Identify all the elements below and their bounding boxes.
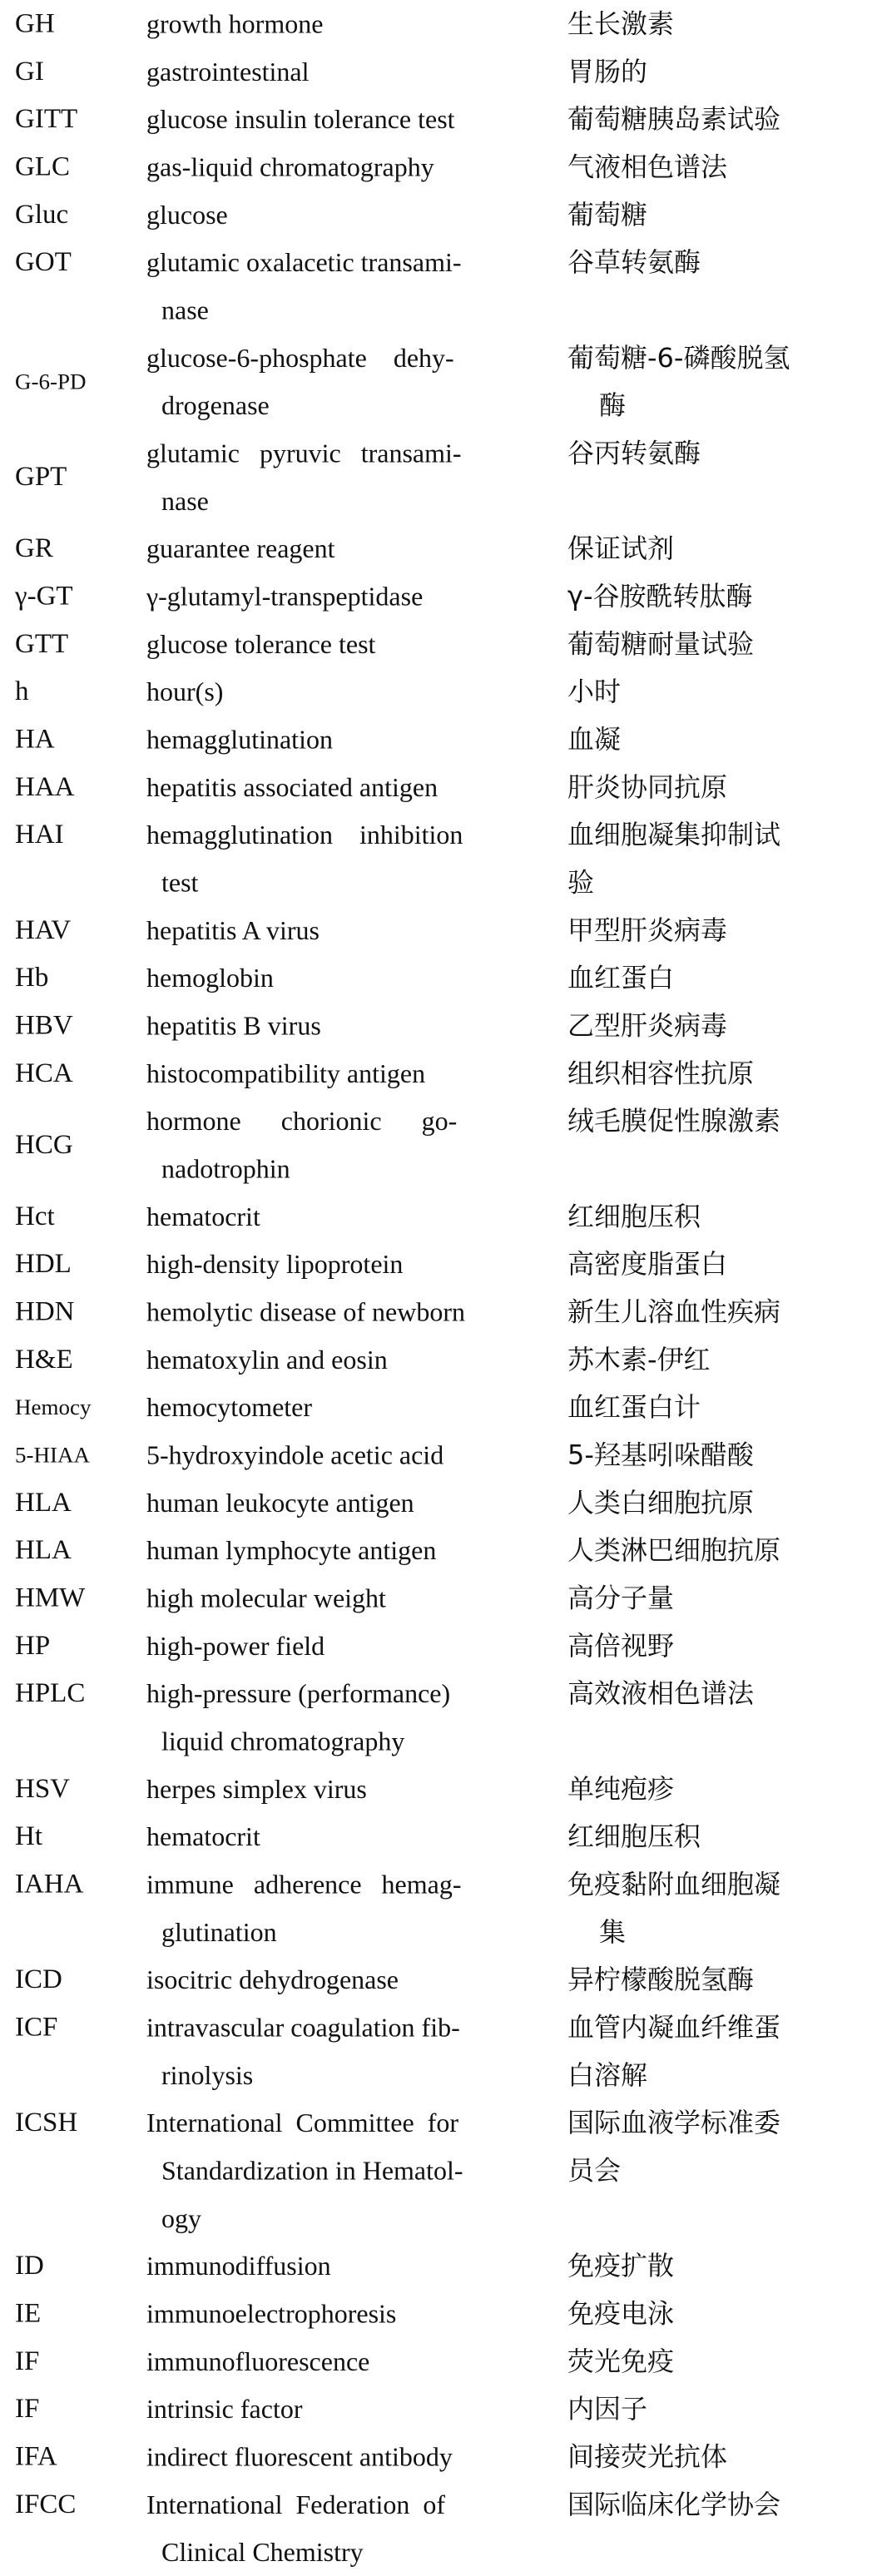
entry-chinese-term	[567, 716, 850, 763]
chinese-term-line: 谷草转氨酶	[567, 246, 701, 279]
entry-english-term	[146, 1574, 529, 1622]
entry-chinese-term	[567, 2004, 850, 2099]
entry-chinese-term	[567, 2290, 850, 2337]
chinese-term-line: 血细胞凝集抑制试	[567, 819, 781, 851]
entry-english-term	[146, 1765, 529, 1812]
chinese-term-line: 葡萄糖胰岛素试验	[567, 103, 781, 136]
glossary-entry	[0, 1431, 872, 1479]
english-term-line: high-density lipoprotein	[146, 1249, 404, 1280]
english-term-line: glutination	[161, 1917, 277, 1947]
glossary-entry	[0, 47, 872, 95]
chinese-term-line: 5-羟基吲哚醋酸	[567, 1439, 754, 1471]
entry-chinese-term	[567, 47, 850, 95]
chinese-term-line: 胃肠的	[567, 56, 648, 87]
english-term-line: Standardization in Hematol-	[161, 2155, 463, 2186]
glossary-entry	[0, 2290, 872, 2337]
glossary-entry	[0, 2433, 872, 2480]
english-term-line: hemagglutination inhibition	[146, 820, 463, 850]
english-term-line: immune adherence hemag-	[146, 1869, 462, 1900]
entry-english-term	[146, 429, 529, 525]
entry-english-term	[146, 1288, 529, 1335]
entry-english-term	[146, 2433, 529, 2480]
english-term-line: herpes simplex virus	[146, 1774, 367, 1804]
english-term-line: glutamic oxalacetic transami-	[146, 247, 462, 278]
entry-abbreviation: ICD	[15, 1964, 62, 1995]
chinese-term-line: 血凝	[567, 723, 622, 755]
entry-chinese-term	[567, 1241, 850, 1288]
chinese-term-line: 酶	[599, 389, 627, 422]
entry-abbreviation: HAA	[15, 772, 75, 802]
english-term-line: intrinsic factor	[146, 2394, 303, 2425]
entry-english-term	[146, 1241, 529, 1288]
entry-chinese-term	[567, 811, 850, 907]
entry-chinese-term	[567, 239, 850, 286]
english-term-line: high-power field	[146, 1631, 325, 1661]
entry-chinese-term	[567, 191, 850, 238]
entry-abbreviation: GOT	[15, 247, 72, 278]
entry-chinese-term	[567, 1574, 850, 1622]
glossary-entry	[0, 1002, 872, 1049]
glossary-entry	[0, 1241, 872, 1288]
english-term-line: intravascular coagulation fib-	[146, 2012, 460, 2043]
chinese-term-line: 生长激素	[567, 7, 675, 40]
entry-abbreviation: GTT	[15, 629, 69, 659]
chinese-term-line: 组织相容性抗原	[567, 1058, 755, 1089]
glossary-entry	[0, 906, 872, 954]
chinese-term-line: 红细胞压积	[567, 1821, 701, 1853]
entry-abbreviation: IFA	[15, 2441, 57, 2472]
english-term-line: hemagglutination	[146, 724, 333, 755]
entry-english-term	[146, 1956, 529, 2004]
entry-english-term	[146, 1670, 529, 1766]
glossary-entry	[0, 429, 872, 525]
entry-chinese-term	[567, 620, 850, 667]
entry-english-term	[146, 1479, 529, 1526]
entry-english-term	[146, 2242, 529, 2290]
entry-english-term	[146, 811, 529, 907]
entry-chinese-term	[567, 1670, 850, 1717]
entry-chinese-term	[567, 1527, 850, 1574]
chinese-term-line: 验	[567, 866, 595, 899]
entry-chinese-term	[567, 1479, 850, 1526]
english-term-line: gastrointestinal	[146, 57, 310, 87]
entry-chinese-term	[567, 1384, 850, 1431]
entry-english-term	[146, 906, 529, 954]
glossary-entry	[0, 2099, 872, 2242]
entry-abbreviation: H&E	[15, 1345, 73, 1375]
entry-abbreviation: γ-GT	[15, 581, 73, 612]
entry-abbreviation: Hemocy	[15, 1395, 92, 1420]
chinese-term-line: 异柠檬酸脱氢酶	[567, 1964, 755, 1996]
entry-chinese-term	[567, 96, 850, 143]
glossary-entry	[0, 1527, 872, 1574]
chinese-term-line: 国际血液学标准委	[567, 2107, 781, 2139]
entry-chinese-term	[567, 143, 850, 191]
glossary-entry	[0, 2337, 872, 2385]
chinese-term-line: 集	[599, 1916, 627, 1948]
chinese-term-line: 乙型肝炎病毒	[567, 1009, 728, 1042]
entry-english-term	[146, 239, 529, 334]
entry-english-term	[146, 2480, 529, 2576]
chinese-term-line: 苏木素-伊红	[567, 1344, 711, 1375]
entry-english-term	[146, 620, 529, 667]
english-term-line: immunodiffusion	[146, 2251, 331, 2281]
entry-chinese-term	[567, 525, 850, 572]
chinese-term-line: 免疫黏附血细胞凝	[567, 1868, 781, 1900]
english-term-line: glutamic pyruvic transami-	[146, 438, 462, 468]
entry-abbreviation: G-6-PD	[15, 369, 87, 394]
english-term-line: ogy	[161, 2203, 201, 2233]
entry-english-term	[146, 1527, 529, 1574]
english-term-line: hour(s)	[146, 676, 224, 707]
chinese-term-line: 新生儿溶血性疾病	[567, 1295, 781, 1328]
english-term-line: nase	[161, 486, 209, 516]
entry-chinese-term	[567, 0, 850, 47]
english-term-line: nadotrophin	[161, 1153, 290, 1184]
entry-english-term	[146, 1097, 529, 1193]
entry-english-term	[146, 525, 529, 572]
glossary-entry	[0, 1288, 872, 1335]
entry-abbreviation: HP	[15, 1631, 51, 1661]
glossary-entry	[0, 1860, 872, 1956]
entry-chinese-term	[567, 1049, 850, 1097]
chinese-term-line: 人类淋巴细胞抗原	[567, 1534, 781, 1567]
entry-chinese-term	[567, 2385, 850, 2433]
english-term-line: guarantee reagent	[146, 533, 335, 564]
english-term-line: hepatitis B virus	[146, 1010, 321, 1041]
entry-english-term	[146, 96, 529, 143]
entry-abbreviation: h	[15, 676, 29, 707]
english-term-line: high molecular weight	[146, 1583, 386, 1613]
entry-abbreviation: HCG	[15, 1130, 73, 1160]
chinese-term-line: 葡萄糖-6-磷酸脱氢	[567, 342, 790, 374]
entry-english-term	[146, 2290, 529, 2337]
entry-english-term	[146, 334, 529, 429]
chinese-term-line: 国际临床化学协会	[567, 2489, 781, 2520]
entry-abbreviation: HLA	[15, 1535, 72, 1566]
english-term-line: glucose tolerance test	[146, 629, 376, 659]
glossary-entry	[0, 239, 872, 334]
glossary-entry	[0, 1384, 872, 1431]
english-term-line: hormone chorionic go-	[146, 1106, 458, 1137]
chinese-term-line: 谷丙转氨酶	[567, 437, 701, 469]
english-term-line: glucose-6-phosphate dehy-	[146, 343, 454, 373]
chinese-term-line: 肝炎协同抗原	[567, 771, 728, 803]
chinese-term-line: 人类白细胞抗原	[567, 1487, 755, 1518]
glossary-entry	[0, 1765, 872, 1812]
entry-english-term	[146, 0, 529, 47]
chinese-term-line: 血红蛋白计	[567, 1391, 701, 1424]
entry-abbreviation: GITT	[15, 104, 78, 135]
glossary-entry	[0, 620, 872, 667]
chinese-term-line: 小时	[567, 676, 622, 708]
english-term-line: gas-liquid chromatography	[146, 151, 434, 182]
chinese-term-line: 红细胞压积	[567, 1201, 701, 1232]
entry-abbreviation: Hct	[15, 1201, 55, 1231]
entry-chinese-term	[567, 2242, 850, 2290]
glossary-entry	[0, 2004, 872, 2099]
glossary-entry	[0, 716, 872, 763]
chinese-term-line: 甲型肝炎病毒	[567, 914, 728, 946]
entry-english-term	[146, 2004, 529, 2099]
glossary-entry	[0, 0, 872, 47]
entry-chinese-term	[567, 954, 850, 1002]
glossary-entry	[0, 143, 872, 191]
english-term-line: hepatitis A virus	[146, 915, 320, 945]
chinese-term-line: 内因子	[567, 2393, 648, 2425]
english-term-line: rinolysis	[161, 2060, 254, 2090]
entry-chinese-term	[567, 2337, 850, 2385]
entry-english-term	[146, 1002, 529, 1049]
entry-chinese-term	[567, 2480, 850, 2528]
entry-abbreviation: Gluc	[15, 200, 69, 230]
entry-chinese-term	[567, 1335, 850, 1383]
glossary-entry	[0, 1192, 872, 1240]
chinese-term-line: 保证试剂	[567, 533, 675, 565]
entry-english-term	[146, 1622, 529, 1669]
entry-abbreviation: HDN	[15, 1296, 75, 1327]
english-term-line: liquid chromatography	[161, 1726, 405, 1756]
entry-abbreviation: HA	[15, 724, 55, 755]
chinese-term-line: 高倍视野	[567, 1630, 675, 1662]
entry-abbreviation: HCA	[15, 1058, 73, 1088]
glossary-entry	[0, 525, 872, 572]
chinese-term-line: 血管内凝血纤维蛋	[567, 2011, 781, 2043]
entry-chinese-term	[567, 1288, 850, 1335]
english-term-line: drogenase	[161, 390, 270, 421]
entry-abbreviation: GH	[15, 8, 55, 39]
entry-abbreviation: HBV	[15, 1010, 73, 1041]
english-term-line: Clinical Chemistry	[161, 2537, 364, 2568]
entry-chinese-term	[567, 1622, 850, 1669]
entry-chinese-term	[567, 1002, 850, 1049]
english-term-line: 5-hydroxyindole acetic acid	[146, 1439, 444, 1470]
entry-chinese-term	[567, 1813, 850, 1860]
entry-abbreviation: GPT	[15, 462, 67, 493]
entry-english-term	[146, 668, 529, 716]
entry-abbreviation: 5-HIAA	[15, 1442, 90, 1468]
english-term-line: hemolytic disease of newborn	[146, 1296, 465, 1327]
glossary-entry	[0, 1335, 872, 1383]
glossary-entry	[0, 2242, 872, 2290]
glossary-entry	[0, 1956, 872, 2004]
english-term-line: indirect fluorescent antibody	[146, 2441, 453, 2472]
glossary-entry	[0, 572, 872, 620]
chinese-term-line: 绒毛膜促性腺激素	[567, 1105, 781, 1137]
entry-abbreviation: GR	[15, 533, 53, 564]
entry-chinese-term	[567, 763, 850, 810]
glossary-entry	[0, 1479, 872, 1526]
chinese-term-line: 葡萄糖耐量试验	[567, 628, 755, 660]
glossary-entry	[0, 668, 872, 716]
english-term-line: immunofluorescence	[146, 2346, 370, 2376]
chinese-term-line: 免疫电泳	[567, 2297, 675, 2330]
entry-english-term	[146, 1335, 529, 1383]
entry-abbreviation: Ht	[15, 1821, 42, 1852]
chinese-term-line: γ-谷胺酰转肽酶	[567, 580, 753, 612]
entry-abbreviation: GI	[15, 57, 44, 87]
english-term-line: glucose insulin tolerance test	[146, 104, 455, 135]
entry-english-term	[146, 1860, 529, 1956]
entry-chinese-term	[567, 2433, 850, 2480]
english-term-line: hematoxylin and eosin	[146, 1345, 388, 1375]
entry-abbreviation: IFCC	[15, 2489, 77, 2519]
english-term-line: hematocrit	[146, 1201, 260, 1231]
english-term-line: hematocrit	[146, 1821, 260, 1852]
chinese-term-line: 葡萄糖	[567, 199, 648, 230]
entry-english-term	[146, 1384, 529, 1431]
chinese-term-line: 免疫扩散	[567, 2250, 675, 2282]
entry-abbreviation: HDL	[15, 1249, 72, 1280]
chinese-term-line: 血红蛋白	[567, 962, 675, 994]
glossary-entry	[0, 1049, 872, 1097]
entry-abbreviation: ID	[15, 2251, 44, 2281]
entry-english-term	[146, 954, 529, 1002]
chinese-term-line: 间接荧光抗体	[567, 2440, 728, 2473]
english-term-line: isocitric dehydrogenase	[146, 1964, 399, 1995]
glossary-entry	[0, 1670, 872, 1766]
entry-english-term	[146, 716, 529, 763]
entry-abbreviation: IE	[15, 2298, 42, 2329]
entry-english-term	[146, 2099, 529, 2242]
english-term-line: International Committee for	[146, 2108, 458, 2138]
glossary-entry	[0, 2385, 872, 2433]
entry-abbreviation: HPLC	[15, 1678, 86, 1709]
chinese-term-line: 高效液相色谱法	[567, 1677, 755, 1710]
english-term-line: human leukocyte antigen	[146, 1488, 414, 1518]
chinese-term-line: 白溶解	[567, 2059, 648, 2091]
entry-chinese-term	[567, 1192, 850, 1240]
chinese-term-line: 员会	[567, 2154, 622, 2187]
entry-abbreviation: HLA	[15, 1488, 72, 1518]
chinese-term-line: 荧光免疫	[567, 2346, 675, 2377]
glossary-entry	[0, 96, 872, 143]
chinese-term-line: 气液相色谱法	[567, 151, 728, 183]
entry-english-term	[146, 1049, 529, 1097]
english-term-line: hemocytometer	[146, 1392, 313, 1423]
entry-english-term	[146, 572, 529, 620]
entry-chinese-term	[567, 1431, 850, 1479]
entry-chinese-term	[567, 906, 850, 954]
english-term-line: growth hormone	[146, 8, 324, 39]
entry-chinese-term	[567, 1097, 850, 1145]
glossary-entry	[0, 811, 872, 907]
entry-chinese-term	[567, 1860, 850, 1956]
english-term-line: human lymphocyte antigen	[146, 1535, 437, 1566]
english-term-line: hepatitis associated antigen	[146, 772, 438, 802]
glossary-entry	[0, 1574, 872, 1622]
glossary-entry	[0, 1622, 872, 1669]
glossary-entry	[0, 334, 872, 429]
entry-abbreviation: IAHA	[15, 1869, 84, 1900]
entry-abbreviation: IF	[15, 2394, 40, 2425]
entry-abbreviation: IF	[15, 2346, 40, 2376]
entry-abbreviation: HAI	[15, 820, 64, 850]
entry-chinese-term	[567, 1956, 850, 2004]
entry-english-term	[146, 47, 529, 95]
entry-english-term	[146, 2385, 529, 2433]
english-term-line: nase	[161, 295, 209, 325]
english-term-line: International Federation of	[146, 2489, 445, 2519]
entry-abbreviation: ICSH	[15, 2108, 78, 2138]
english-term-line: test	[161, 867, 199, 898]
entry-english-term	[146, 143, 529, 191]
glossary-entry	[0, 763, 872, 810]
glossary-entry	[0, 2480, 872, 2576]
english-term-line: immunoelectrophoresis	[146, 2298, 397, 2329]
entry-english-term	[146, 763, 529, 810]
glossary-entry	[0, 1097, 872, 1193]
entry-chinese-term	[567, 1765, 850, 1812]
entry-abbreviation: HSV	[15, 1774, 71, 1804]
entry-abbreviation: Hb	[15, 963, 49, 993]
entry-abbreviation: HAV	[15, 915, 72, 945]
english-term-line: histocompatibility antigen	[146, 1058, 426, 1088]
entry-chinese-term	[567, 429, 850, 477]
entry-chinese-term	[567, 668, 850, 716]
english-term-line: γ-glutamyl-transpeptidase	[146, 581, 424, 612]
entry-chinese-term	[567, 2099, 850, 2195]
glossary-entry	[0, 191, 872, 238]
entry-english-term	[146, 2337, 529, 2385]
entry-abbreviation: ICF	[15, 2012, 58, 2043]
chinese-term-line: 单纯疱疹	[567, 1773, 675, 1805]
entry-chinese-term	[567, 572, 850, 620]
entry-abbreviation: GLC	[15, 151, 70, 182]
english-term-line: hemoglobin	[146, 963, 274, 993]
glossary-entry	[0, 1813, 872, 1860]
english-term-line: high-pressure (performance)	[146, 1678, 451, 1709]
glossary-entry	[0, 954, 872, 1002]
entry-english-term	[146, 1431, 529, 1479]
entry-abbreviation: HMW	[15, 1583, 86, 1613]
entry-english-term	[146, 1813, 529, 1860]
chinese-term-line: 高密度脂蛋白	[567, 1248, 728, 1281]
entry-chinese-term	[567, 334, 850, 429]
entry-english-term	[146, 191, 529, 238]
chinese-term-line: 高分子量	[567, 1582, 675, 1614]
english-term-line: glucose	[146, 200, 228, 230]
entry-english-term	[146, 1192, 529, 1240]
